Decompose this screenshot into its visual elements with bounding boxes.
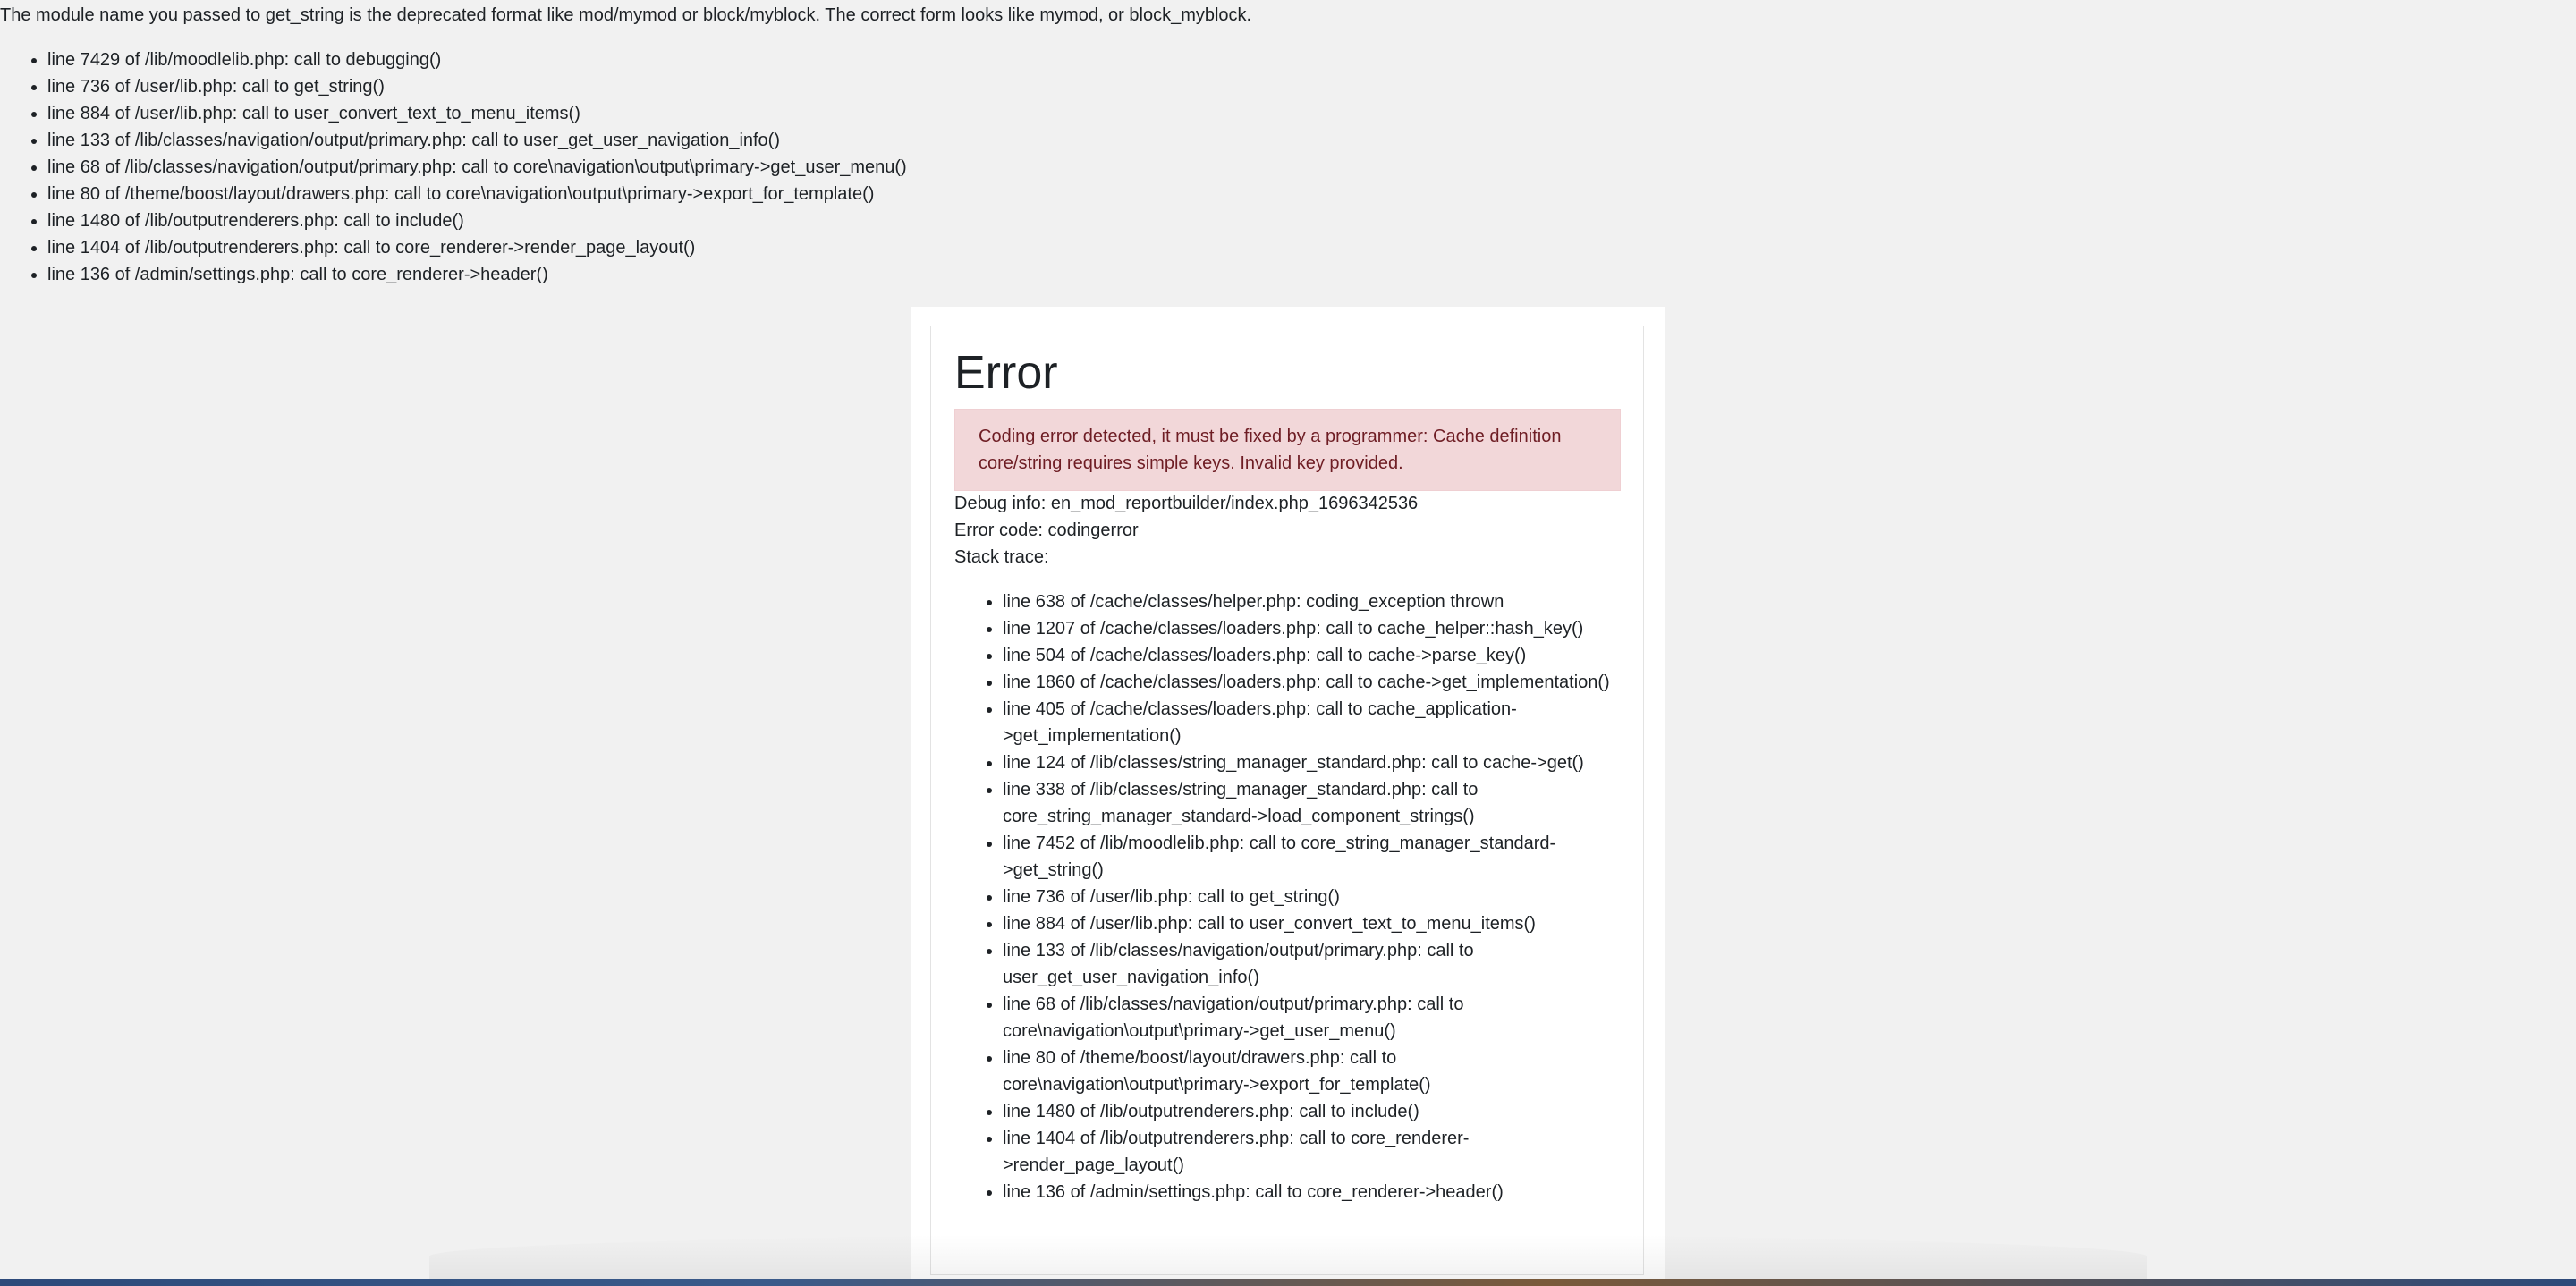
list-item: • line 80 of /theme/boost/layout/drawers.php: call to core\navigation\output\primary->export_for_template() (1003, 1045, 1625, 1098)
notice-trace-list (0, 47, 2576, 288)
dock-shadow (429, 1234, 2147, 1279)
error-details (954, 490, 1621, 571)
list-item: • line 68 of /lib/classes/navigation/output/primary.php: call to core\navigation\output\primary->get_user_menu() (47, 154, 2576, 181)
list-item: • line 7452 of /lib/moodlelib.php: call to core_string_manager_standard->get_string() (1003, 830, 1625, 884)
list-item: • line 68 of /lib/classes/navigation/output/primary.php: call to core\navigation\output\primary->get_user_menu() (1003, 991, 1625, 1045)
page-title: Error (954, 347, 1058, 399)
list-item: • line 405 of /cache/classes/loaders.php: call to cache_application->get_implementation() (1003, 696, 1625, 749)
stack-trace-list (954, 588, 1625, 1206)
list-item: • line 1480 of /lib/outputrenderers.php: call to include() (1003, 1098, 1625, 1125)
list-item: • line 1404 of /lib/outputrenderers.php: call to core_renderer->render_page_layout() (1003, 1125, 1625, 1179)
list-item: • line 884 of /user/lib.php: call to user_convert_text_to_menu_items() (47, 100, 2576, 127)
desktop-edge (0, 1279, 2576, 1286)
list-item: • line 736 of /user/lib.php: call to get_string() (47, 73, 2576, 100)
list-item: • line 638 of /cache/classes/helper.php: coding_exception thrown (1003, 588, 1625, 615)
list-item: • line 736 of /user/lib.php: call to get_string() (1003, 884, 1625, 910)
notice-message: The module name you passed to get_string is the deprecated format like mod/mymod or block/myblock. The correct form looks like mymod, or block_myblock. (0, 5, 1252, 25)
list-item: • line 1480 of /lib/outputrenderers.php: call to include() (47, 207, 2576, 234)
list-item: • line 1860 of /cache/classes/loaders.php: call to cache->get_implementation() (1003, 669, 1625, 696)
stack-trace-label: Stack trace: (954, 547, 1049, 567)
list-item: • line 136 of /admin/settings.php: call to core_renderer->header() (1003, 1179, 1625, 1206)
list-item: • line 504 of /cache/classes/loaders.php: call to cache->parse_key() (1003, 642, 1625, 669)
list-item: • line 136 of /admin/settings.php: call to core_renderer->header() (47, 261, 2576, 288)
error-code: Error code: codingerror (954, 520, 1139, 540)
list-item: • line 7429 of /lib/moodlelib.php: call to debugging() (47, 47, 2576, 73)
list-item: • line 133 of /lib/classes/navigation/output/primary.php: call to user_get_user_navigation_info() (1003, 937, 1625, 991)
debug-info: Debug info: en_mod_reportbuilder/index.php_1696342536 (954, 494, 1419, 513)
list-item: • line 1207 of /cache/classes/loaders.php: call to cache_helper::hash_key() (1003, 615, 1625, 642)
list-item: • line 133 of /lib/classes/navigation/output/primary.php: call to user_get_user_navigation_info() (47, 127, 2576, 154)
list-item: • line 884 of /user/lib.php: call to user_convert_text_to_menu_items() (1003, 910, 1625, 937)
list-item: • line 124 of /lib/classes/string_manager_standard.php: call to cache->get() (1003, 749, 1625, 776)
error-alert: Coding error detected, it must be fixed by a programmer: Cache definition core/string requires simple keys. Invalid key provided. (954, 409, 1621, 491)
debugging-notice (0, 0, 2576, 288)
list-item: • line 338 of /lib/classes/string_manager_standard.php: call to core_string_manager_standard->load_component_strings() (1003, 776, 1625, 830)
list-item: • line 1404 of /lib/outputrenderers.php: call to core_renderer->render_page_layout() (47, 234, 2576, 261)
list-item: • line 80 of /theme/boost/layout/drawers.php: call to core\navigation\output\primary->export_for_template() (47, 181, 2576, 207)
